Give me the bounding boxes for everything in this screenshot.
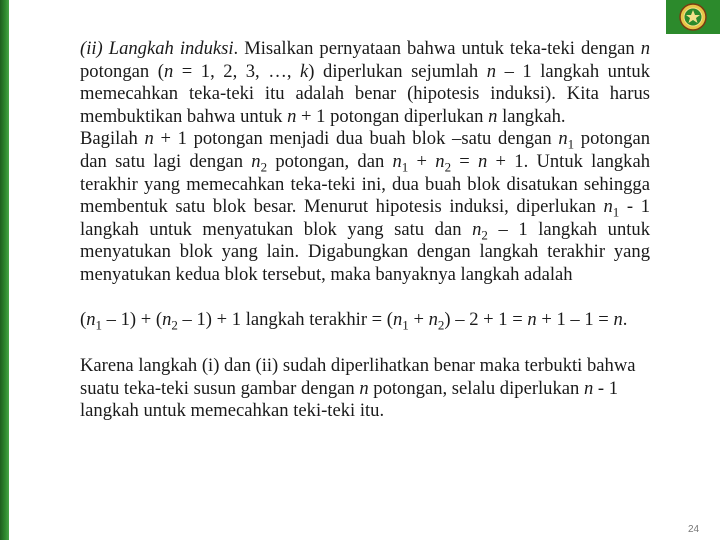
conclusion-paragraph: Karena langkah (i) dan (ii) sudah diperlihatkan benar maka terbukti bahwa suatu teka-teki susun gambar dengan n potongan, selalu diperlukan n - 1 langkah untuk memecahkan teki-teki itu. <box>80 355 636 422</box>
step-label: (ii) Langkah induksi <box>80 38 234 59</box>
logo-box <box>666 0 720 34</box>
step-count-equation: $(n_1 - 1) + (n_2 - 1) + 1$ langkah terakhir = $(n_1 + n_2) - 2 + 1 = n + 1 - 1 = n$. <box>80 308 628 333</box>
university-seal-icon <box>678 2 708 32</box>
block-split-paragraph: Bagilah n + 1 potongan menjadi dua buah blok –satu dengan $n_1$ potongan dan satu lagi dengan $n_2$ potongan, dan $n_1 + n_2 = n + 1$. Untuk langkah terakhir yang memecahkan teka-teki ini, dua buah blok disatukan sehingga membentuk satu blok besar. Menurut hipotesis induksi, diperlukan $n_1 - 1$ langkah untuk menyatukan blok yang satu dan $n_2 - 1$ langkah untuk menyatukan blok yang lain. Digabungkan dengan langkah terakhir yang menyatukan kedua blok tersebut, maka banyaknya langkah adalah <box>80 128 651 285</box>
induction-step-paragraph: (ii) Langkah induksi. Misalkan pernyataan bahwa untuk teka-teki dengan n potongan (n = 1, 2, 3, …, k) diperlukan sejumlah n – 1 langkah untuk memecahkan teka-teki itu adalah benar (hipotesis induksi). Kita harus membuktikan bahwa untuk n + 1 potongan diperlukan n langkah. <box>80 38 651 127</box>
left-accent-bar <box>0 0 9 540</box>
slide-body <box>80 38 650 423</box>
page-number: 24 <box>688 524 700 535</box>
